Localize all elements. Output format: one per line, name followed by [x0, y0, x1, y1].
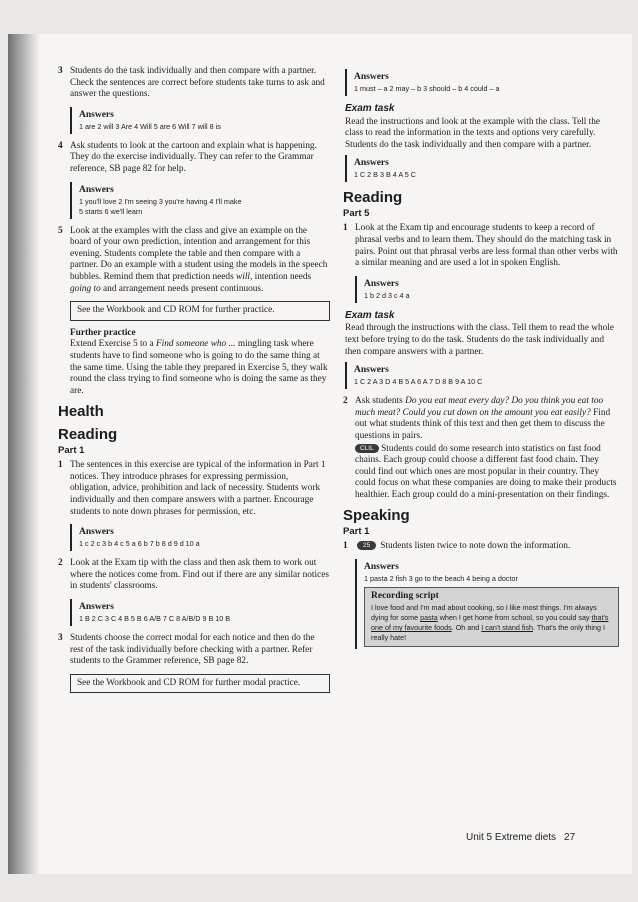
text-emphasis: Find someone who ... — [155, 339, 236, 350]
part-title: Part 1 — [343, 526, 370, 538]
text-segment: I love food and I'm mad about cooking, so I like most things. I'm always dying for some — [371, 603, 597, 623]
page-number: 27 — [564, 832, 576, 843]
exercise-4 — [58, 141, 330, 176]
exercise-number: 4 — [58, 140, 63, 151]
text-segment: Find out what students think of this text and then get them to discuss the questions in pairs. — [355, 407, 611, 441]
exercise-text: Ask students to look at the cartoon and explain what is happening. They do the exercise individually. They can refer to the Grammar reference, SB page 82 for help. — [70, 140, 317, 174]
further-practice-title: Further practice — [70, 327, 136, 338]
exam-task-title: Exam task — [345, 103, 395, 114]
workbook-note-box: See the Workbook and CD ROM for further modal practice. — [70, 674, 330, 694]
answers-line: 1 are 2 will 3 Are 4 Will 5 are 6 Will 7 will 8 is — [79, 121, 221, 131]
answers-line: 1 B 2 C 3 C 4 B 5 B 6 A/B 7 C 8 A/B/D 9 B 10 B — [79, 614, 231, 624]
exercise-text: Look at the Exam tip and encourage students to keep a record of phrasal verbs and to learn them. They should do the matching task in pairs. Point out that phrasal verbs are less formal than other verbs with a similar meaning and are used a lot in spoken English. — [355, 223, 618, 269]
answers-line: 1 c 2 c 3 b 4 c 5 a 6 b 7 b 8 d 9 d 10 a — [79, 539, 200, 549]
answers-box — [345, 155, 619, 182]
right-column — [343, 66, 619, 656]
exercise-text — [355, 396, 619, 442]
answers-heading: Answers — [364, 278, 399, 289]
text-segment: Ask students — [355, 396, 406, 407]
clil-note — [355, 444, 619, 502]
answers-line: 1 C 2 A 3 D 4 B 5 A 6 A 7 D 8 B 9 A 10 C — [354, 377, 483, 387]
exercise-number: 1 — [58, 460, 63, 471]
answers-line: 1 C 2 B 3 B 4 A 5 C — [354, 170, 416, 180]
answers-line: 1 must – a 2 may – b 3 should – b 4 could – a — [354, 84, 500, 93]
answers-heading: Answers — [79, 109, 114, 120]
exercise-text: Look at the Exam tip with the class and then ask them to work out where the notices come from. Find out if there are any similar notices in students' classrooms. — [70, 558, 329, 592]
text-segment: . That's the only thing I really hate! — [371, 623, 605, 643]
page-footer — [466, 832, 575, 843]
text-segment: Extend Exercise 5 to a — [70, 339, 156, 350]
recording-script-box — [364, 587, 619, 647]
book-page — [8, 34, 632, 874]
clil-icon: CLIL — [355, 444, 379, 453]
answers-line: 5 starts 6 we'll learn — [79, 206, 143, 216]
answers-box — [355, 559, 619, 649]
answers-heading: Answers — [79, 602, 114, 613]
reading-exercise-3 — [58, 633, 330, 668]
text-segment: when I get home from school, so you could say — [437, 613, 592, 623]
recording-script-heading: Recording script — [371, 591, 439, 602]
answers-heading: Answers — [354, 365, 389, 376]
exercise-number: 1 — [343, 223, 348, 234]
part-title: Part 1 — [58, 445, 85, 457]
exercise-number: 1 — [343, 541, 348, 552]
answers-line: 1 b 2 d 3 c 4 a — [364, 290, 410, 300]
text-underline: pasta — [420, 613, 438, 623]
text-emphasis: going to — [70, 283, 101, 294]
section-title-health: Health — [58, 403, 104, 421]
exam-task-title: Exam task — [345, 309, 395, 321]
answers-box — [70, 599, 330, 626]
text-underline: I can't stand fish — [481, 623, 534, 633]
text-segment: Students could do some research into statistics on fast food chains. Each group could choose a different fast food chain. They could find out which ones are most popular in their country. They could focus on what these companies are doing to make their products healthier. Each group could do a mini-presentation on their findings. — [355, 443, 617, 500]
exercise-5 — [58, 226, 330, 296]
reading-exercise-1 — [58, 460, 330, 518]
answers-box — [70, 107, 330, 134]
exercise-number: 3 — [58, 633, 63, 644]
text-segment: Look at the examples with the class and give an example on the board of your own prediction, intention and arrangement for this evening. Students complete the table and then compare with a partner. Do an example with a student using the models in the speech bubbles. Remind them that prediction needs — [70, 225, 328, 282]
exercise-text — [70, 226, 330, 296]
exercise-text — [355, 541, 619, 553]
book-spine-shadow — [8, 34, 40, 874]
section-title-reading: Reading — [343, 189, 403, 207]
text-underline: that's one of my favourite foods — [371, 613, 609, 633]
left-column — [58, 66, 330, 700]
cd-track-icon: 25 — [357, 541, 376, 550]
answers-box — [70, 182, 330, 219]
answers-box — [345, 362, 619, 389]
speaking-exercise-1 — [343, 541, 619, 553]
answers-box — [345, 69, 619, 96]
answers-heading: Answers — [364, 562, 399, 573]
part-title: Part 5 — [343, 208, 370, 220]
answers-heading: Answers — [79, 527, 114, 538]
answers-line: 1 pasta 2 fish 3 go to the beach 4 being a doctor — [364, 574, 518, 584]
exercise-text: Students choose the correct modal for each notice and then do the rest of the task individually before checking with a partner. Refer students to the Grammer reference, SB page 82. — [70, 633, 315, 667]
answers-line: 1 you'll love 2 I'm seeing 3 you're having 4 I'll make — [79, 196, 242, 206]
exercise-3 — [58, 66, 330, 101]
further-practice-text — [70, 339, 330, 397]
text-emphasis: Do you eat meat every day? Do you think you eat too much meat? Could you cut down on the amount you eat easily? — [355, 396, 604, 418]
answers-heading: Answers — [354, 158, 389, 169]
section-title-speaking: Speaking — [343, 507, 410, 525]
reading-exercise-2 — [58, 558, 330, 593]
exercise-number: 2 — [343, 396, 348, 407]
text-segment: and arrangement needs present continuous. — [100, 283, 264, 294]
exercise-text: The sentences in this exercise are typical of the information in Part 1 notices. They introduce phrases for expressing permission, obligation, advice, prohibition and lack of necessity. Students work individually and then compare answers with a partner. Encourage students to note down phrases for permission, etc. — [70, 460, 326, 517]
reading-part5-exercise-1 — [343, 223, 619, 269]
answers-heading: Answers — [79, 184, 114, 195]
answers-box — [70, 524, 330, 551]
answers-box — [355, 276, 619, 303]
exercise-text: Students do the task individually and then compare with a partner. Check the sentences are correct before students take turns to ask and answer the questions. — [70, 66, 325, 100]
unit-title: Unit 5 Extreme diets — [466, 832, 557, 843]
text-emphasis: will — [236, 271, 250, 282]
exercise-number: 2 — [58, 558, 63, 569]
text-segment: Students listen twice to note down the information. — [380, 541, 571, 552]
workbook-note-box: See the Workbook and CD ROM for further practice. — [70, 301, 330, 321]
exam-task-text: Read the instructions and look at the example with the class. Tell the class to read the information in the texts and options very carefully. Students do the task individually and then compare with a partner. — [345, 116, 601, 150]
answers-heading: Answers — [354, 72, 389, 82]
exam-task-text: Read through the instructions with the class. Tell them to read the whole text before trying to do the task. Students do the task individually and then compare answers with a partner. — [345, 323, 614, 357]
text-segment: mingling task where students have to find someone who is going to do the same thing at the same time. Using the table they prepared in Exercise 5, they walk round the class trying to find someone who is doing the same as they are. — [70, 339, 328, 396]
recording-script-text — [371, 603, 612, 643]
section-title-reading: Reading — [58, 426, 118, 444]
text-segment: . Oh and — [451, 623, 482, 633]
exercise-number: 5 — [58, 225, 63, 236]
text-segment: , intention needs — [249, 271, 312, 282]
reading-part5-exercise-2 — [343, 396, 619, 501]
exercise-number: 3 — [58, 66, 63, 76]
